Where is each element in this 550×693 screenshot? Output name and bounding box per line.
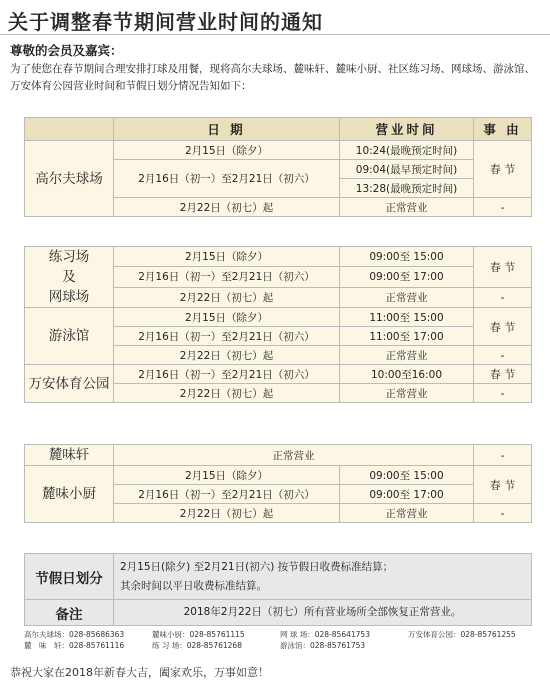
contact-item: 麓味小厨：028-85761115 (152, 630, 245, 639)
date-cell: 2月22日（初七）起 (114, 198, 340, 217)
venue-luweixuan: 麓味轩 (25, 445, 114, 466)
reason-cell: 春 节 (474, 308, 532, 346)
hours-cell: 09:04(最早预定时间) (340, 160, 474, 179)
hours-cell: 09:00至 17:00 (340, 485, 474, 504)
greeting: 尊敬的会员及嘉宾： (10, 43, 123, 58)
reason-cell: 春 节 (474, 247, 532, 288)
date-cell: 2月16日（初一）至2月21日（初六） (114, 327, 340, 346)
reason-cell: - (474, 198, 532, 217)
hours-cell: 10:24(最晚预定时间) (340, 141, 474, 160)
table-row (25, 466, 532, 485)
reason-cell: 春 节 (474, 141, 532, 198)
contact-item (408, 640, 536, 651)
venue-pool: 游泳馆 (25, 308, 114, 365)
hours-cell: 09:00至 15:00 (340, 466, 474, 485)
table-row (25, 365, 532, 384)
hours-cell: 10:00至16:00 (340, 365, 474, 384)
date-cell: 2月22日（初七）起 (114, 504, 340, 523)
reason-cell: 春 节 (474, 365, 532, 384)
reason-cell: - (474, 346, 532, 365)
contact-item: 练 习 场：028-85761268 (152, 641, 242, 650)
hours-cell: 09:00至 15:00 (340, 247, 474, 267)
hours-cell: 正常营业 (340, 287, 474, 307)
header-reason: 事 由 (474, 118, 532, 141)
hours-cell: 正常营业 (340, 504, 474, 523)
venue-line: 练习场 (48, 249, 90, 265)
venue-line: 网球场 (48, 289, 90, 305)
reason-cell: - (474, 504, 532, 523)
hours-cell: 正常营业 (340, 346, 474, 365)
table-row (25, 247, 532, 267)
reason-cell: - (474, 287, 532, 307)
reason-cell: 春 节 (474, 466, 532, 504)
contact-row (24, 640, 536, 651)
date-cell: 2月16日（初一）至2月21日（初六） (114, 160, 340, 198)
holiday-line: 其余时间以平日收费标准结算。 (120, 579, 267, 592)
date-cell: 2月22日（初七）起 (114, 346, 340, 365)
closing-greeting: 恭祝大家在2018年新春大吉，阖家欢乐，万事如意！ (10, 666, 269, 679)
page-title: 关于调整春节期间营业时间的通知 (8, 10, 323, 34)
holiday-line: 2月15日(除夕) 至2月21日(初六) 按节假日收费标准结算； (120, 560, 394, 573)
holiday-text (114, 554, 532, 600)
reason-cell: - (474, 384, 532, 403)
venue-golf: 高尔夫球场 (25, 141, 114, 217)
table-header-row (25, 118, 532, 141)
hours-cell: 11:00至 17:00 (340, 327, 474, 346)
date-cell: 2月22日（初七）起 (114, 287, 340, 307)
header-venue (25, 118, 114, 141)
hours-cell: 13:28(最晚预定时间) (340, 179, 474, 198)
date-cell: 2月15日（除夕） (114, 308, 340, 327)
date-cell: 2月15日（除夕） (114, 466, 340, 485)
date-cell: 2月15日（除夕） (114, 141, 340, 160)
header-hours: 营业时间 (340, 118, 474, 141)
hours-cell: 正常营业 (114, 445, 474, 466)
date-cell: 2月15日（除夕） (114, 247, 340, 267)
date-cell: 2月16日（初一）至2月21日（初六） (114, 485, 340, 504)
hours-cell: 11:00至 15:00 (340, 308, 474, 327)
table-row (25, 554, 532, 600)
contact-item: 游泳馆：028-85761753 (280, 641, 366, 650)
table-row (25, 445, 532, 466)
holiday-label: 节假日划分 (25, 554, 114, 600)
contact-item: 万安体育公园：028-85761255 (408, 630, 516, 639)
header-date: 日 期 (114, 118, 340, 141)
note-label: 备注 (25, 600, 114, 626)
date-cell: 2月16日（初一）至2月21日（初六） (114, 365, 340, 384)
reason-cell: - (474, 445, 532, 466)
venue-park: 万安体育公园 (25, 365, 114, 403)
contact-row (24, 629, 536, 640)
hours-cell: 正常营业 (340, 198, 474, 217)
contact-item: 高尔夫球场：028-85686363 (24, 630, 125, 639)
venue-practice-tennis (25, 247, 114, 308)
table-row (25, 600, 532, 626)
dining-schedule-table (24, 444, 532, 523)
sports-schedule-table (24, 246, 532, 403)
title-divider (0, 34, 550, 35)
hours-cell: 正常营业 (340, 384, 474, 403)
venue-line: 及 (62, 269, 76, 285)
table-row (25, 141, 532, 160)
holiday-note-table (24, 553, 532, 626)
contact-item: 麓 味 轩：028-85761116 (24, 641, 125, 650)
table-row (25, 308, 532, 327)
note-text: 2018年2月22日（初七）所有营业场所全部恢复正常营业。 (114, 600, 532, 626)
hours-cell: 09:00至 17:00 (340, 267, 474, 287)
contact-item: 网 球 场：028-85641753 (280, 630, 370, 639)
date-cell: 2月22日（初七）起 (114, 384, 340, 403)
venue-kitchen: 麓味小厨 (25, 466, 114, 523)
date-cell: 2月16日（初一）至2月21日（初六） (114, 267, 340, 287)
contact-list (24, 629, 536, 651)
intro-paragraph: 为了使您在春节期间合理安排打球及用餐，现将高尔夫球场、麓味轩、麓味小厨、社区练习场、网球场、游泳馆、万安体育公园营业时间和节假日划分情况告知如下： (10, 63, 535, 92)
golf-schedule-table (24, 117, 532, 217)
